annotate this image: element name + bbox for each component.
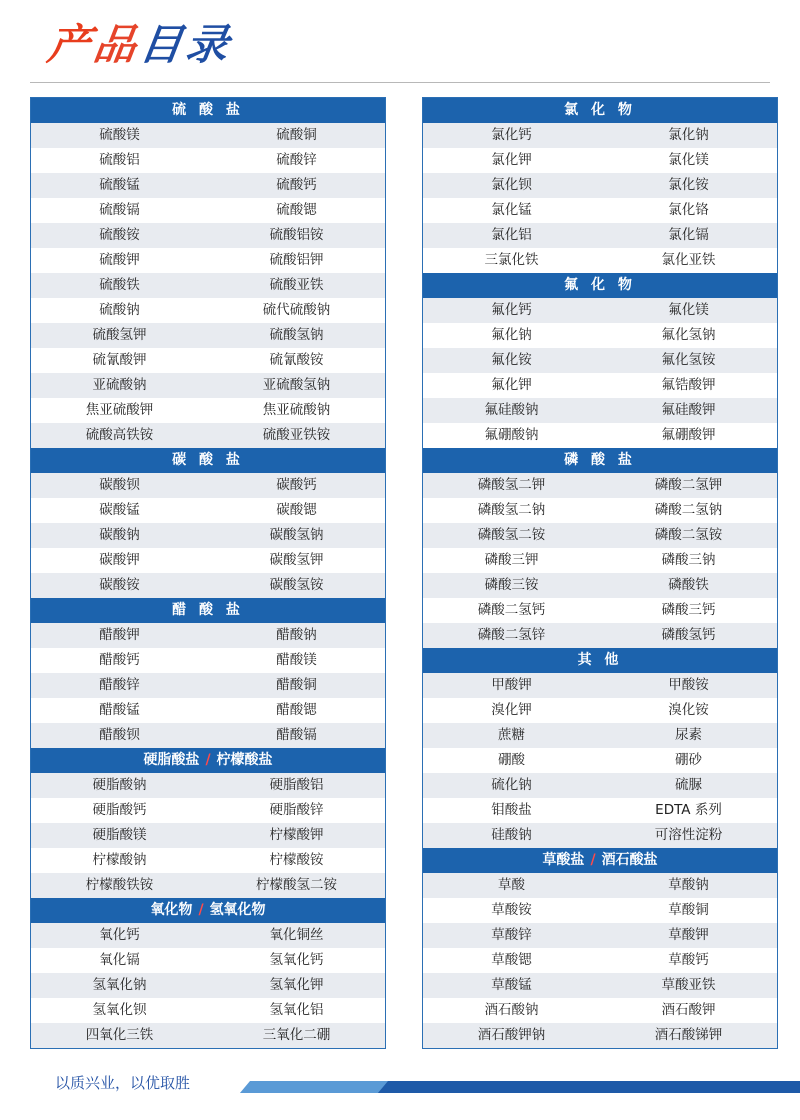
- product-row: [31, 248, 385, 273]
- product-row: [31, 173, 385, 198]
- product-name: 硫酸亚铁: [269, 277, 324, 293]
- product-name: 硬脂酸镁: [92, 827, 147, 843]
- product-row: [423, 298, 777, 323]
- section-rows: [423, 298, 777, 448]
- product-name: 亚硫酸氢钠: [262, 377, 331, 393]
- section-rows: [423, 873, 777, 1048]
- product-row: [31, 523, 385, 548]
- product-name: 氧化钙: [99, 927, 140, 943]
- section-header: [423, 648, 777, 673]
- product-row: [423, 198, 777, 223]
- product-name: 氧化镉: [99, 952, 140, 968]
- section-header: [31, 448, 385, 473]
- product-name: 醋酸钙: [99, 652, 140, 668]
- product-name: 醋酸锌: [99, 677, 140, 693]
- product-name: 硫脲: [675, 777, 702, 793]
- product-name: 草酸钠: [668, 877, 709, 893]
- product-name: 硫酸钾: [99, 252, 140, 268]
- product-row: [423, 148, 777, 173]
- product-row: [31, 573, 385, 598]
- product-name: 磷酸铁: [668, 577, 709, 593]
- section-title: 氟 化 物: [564, 277, 636, 293]
- product-name: EDTA 系列: [655, 802, 722, 818]
- product-row: [423, 798, 777, 823]
- product-name: 氧化铜丝: [269, 927, 324, 943]
- footer-slogan: 以质兴业，以优取胜: [55, 1074, 191, 1092]
- product-name: 氯化镉: [668, 227, 709, 243]
- product-name: 硫酸锌: [276, 152, 317, 168]
- product-name: 醋酸钾: [99, 627, 140, 643]
- product-row: [31, 948, 385, 973]
- section-header: [31, 748, 385, 773]
- product-name: 氯化铝: [491, 227, 532, 243]
- product-name: 醋酸钡: [99, 727, 140, 743]
- product-name: 醋酸钠: [276, 627, 317, 643]
- product-row: [31, 798, 385, 823]
- product-name: 氯化亚铁: [661, 252, 716, 268]
- product-name: 氟化钾: [491, 377, 532, 393]
- product-row: [31, 698, 385, 723]
- product-name: 氟硼酸钠: [484, 427, 539, 443]
- product-name: 氟硅酸钾: [661, 402, 716, 418]
- product-row: [31, 473, 385, 498]
- product-name: 氟锆酸钾: [661, 377, 716, 393]
- left-catalog-column: [30, 97, 386, 1049]
- section-title: 氯 化 物: [564, 102, 636, 118]
- product-name: 醋酸镉: [276, 727, 317, 743]
- product-name: 氯化锰: [491, 202, 532, 218]
- product-name: 氯化镁: [668, 152, 709, 168]
- product-name: 草酸亚铁: [661, 977, 716, 993]
- product-name: 硬脂酸铝: [269, 777, 324, 793]
- product-name: 硫酸氢钠: [269, 327, 324, 343]
- product-name: 硅酸钠: [491, 827, 532, 843]
- product-row: [31, 1023, 385, 1048]
- title-char: 产: [44, 20, 98, 69]
- product-name: 碳酸氢钠: [269, 527, 324, 543]
- product-row: [31, 348, 385, 373]
- product-row: [423, 123, 777, 148]
- product-name: 氟化氢铵: [661, 352, 716, 368]
- product-row: [423, 623, 777, 648]
- product-name: 草酸铜: [668, 902, 709, 918]
- product-name: 碳酸锶: [276, 502, 317, 518]
- product-row: [31, 548, 385, 573]
- product-name: 氢氧化钾: [269, 977, 324, 993]
- product-name: 草酸锶: [491, 952, 532, 968]
- product-row: [423, 898, 777, 923]
- product-name: 硬脂酸锌: [269, 802, 324, 818]
- product-name: 醋酸镁: [276, 652, 317, 668]
- product-name: 硫酸镉: [99, 202, 140, 218]
- product-row: [423, 348, 777, 373]
- product-name: 甲酸铵: [668, 677, 709, 693]
- section-title: 其 他: [577, 652, 623, 668]
- section-header: [31, 598, 385, 623]
- product-row: [31, 923, 385, 948]
- product-name: 醋酸铜: [276, 677, 317, 693]
- product-name: 硫酸氢钾: [92, 327, 147, 343]
- product-name: 磷酸三铵: [484, 577, 539, 593]
- title-char: 录: [182, 20, 236, 69]
- product-name: 硫酸高铁铵: [85, 427, 154, 443]
- product-name: 磷酸氢二铵: [477, 527, 546, 543]
- product-name: 碳酸钾: [99, 552, 140, 568]
- product-name: 硫代硫酸钠: [262, 302, 331, 318]
- product-name: 氯化钡: [491, 177, 532, 193]
- section-header: [31, 98, 385, 123]
- product-name: 氟化钠: [491, 327, 532, 343]
- product-name: 尿素: [675, 727, 702, 743]
- product-name: 氢氧化钠: [92, 977, 147, 993]
- product-name: 硫酸亚铁铵: [262, 427, 331, 443]
- product-row: [423, 398, 777, 423]
- product-row: [423, 673, 777, 698]
- section-title-separator: /: [590, 852, 596, 868]
- product-name: 硫酸铝铵: [269, 227, 324, 243]
- product-row: [423, 498, 777, 523]
- product-name: 草酸锌: [491, 927, 532, 943]
- product-name: 三氯化铁: [484, 252, 539, 268]
- section-rows: [31, 923, 385, 1048]
- product-row: [31, 223, 385, 248]
- product-name: 氟硼酸钾: [661, 427, 716, 443]
- section-title: 磷 酸 盐: [564, 452, 636, 468]
- product-row: [31, 423, 385, 448]
- product-name: 氯化铬: [668, 202, 709, 218]
- product-name: 氯化钾: [491, 152, 532, 168]
- product-row: [31, 623, 385, 648]
- product-row: [423, 473, 777, 498]
- section-title: 氢氧化物: [209, 902, 266, 918]
- product-name: 碳酸钙: [276, 477, 317, 493]
- product-row: [423, 998, 777, 1023]
- product-row: [423, 173, 777, 198]
- product-name: 氟硅酸钠: [484, 402, 539, 418]
- product-name: 草酸钙: [668, 952, 709, 968]
- product-name: 氯化钙: [491, 127, 532, 143]
- product-name: 碳酸钠: [99, 527, 140, 543]
- product-row: [423, 373, 777, 398]
- section-rows: [31, 773, 385, 898]
- section-rows: [31, 123, 385, 448]
- product-name: 碳酸氢钾: [269, 552, 324, 568]
- product-name: 溴化钾: [491, 702, 532, 718]
- product-row: [423, 698, 777, 723]
- product-name: 可溶性淀粉: [654, 827, 723, 843]
- product-name: 氢氧化钡: [92, 1002, 147, 1018]
- product-name: 碳酸锰: [99, 502, 140, 518]
- section-title: 酒石酸盐: [601, 852, 658, 868]
- section-rows: [31, 473, 385, 598]
- product-name: 酒石酸钾: [661, 1002, 716, 1018]
- product-name: 硼酸: [498, 752, 525, 768]
- section-title: 氧化物: [150, 902, 193, 918]
- product-row: [423, 873, 777, 898]
- product-name: 磷酸氢钙: [661, 627, 716, 643]
- product-name: 钼酸盐: [491, 802, 532, 818]
- product-name: 氢氧化铝: [269, 1002, 324, 1018]
- product-name: 柠檬酸铁铵: [85, 877, 154, 893]
- section-title: 硬脂酸盐: [143, 752, 200, 768]
- product-row: [423, 973, 777, 998]
- product-row: [423, 1023, 777, 1048]
- product-row: [31, 848, 385, 873]
- product-row: [423, 423, 777, 448]
- section-title-separator: /: [205, 752, 211, 768]
- product-name: 草酸: [498, 877, 525, 893]
- section-title: 碳 酸 盐: [172, 452, 244, 468]
- product-name: 氯化铵: [668, 177, 709, 193]
- product-name: 硫酸铁: [99, 277, 140, 293]
- section-rows: [423, 473, 777, 648]
- section-rows: [423, 123, 777, 273]
- product-name: 硬脂酸钙: [92, 802, 147, 818]
- section-title: 硫 酸 盐: [172, 102, 244, 118]
- product-row: [31, 123, 385, 148]
- product-name: 硫酸钙: [276, 177, 317, 193]
- product-name: 硫酸铝: [99, 152, 140, 168]
- product-name: 磷酸氢二钠: [477, 502, 546, 518]
- product-name: 焦亚硫酸钠: [262, 402, 331, 418]
- product-name: 氟化镁: [668, 302, 709, 318]
- product-row: [31, 273, 385, 298]
- footer-stripe-dark: [378, 1081, 800, 1093]
- product-row: [423, 323, 777, 348]
- product-row: [423, 773, 777, 798]
- product-name: 碳酸钡: [99, 477, 140, 493]
- product-row: [423, 598, 777, 623]
- product-name: 硫酸铵: [99, 227, 140, 243]
- section-header: [423, 448, 777, 473]
- product-name: 硬脂酸钠: [92, 777, 147, 793]
- product-name: 氟化氢钠: [661, 327, 716, 343]
- product-name: 磷酸二氢铵: [654, 527, 723, 543]
- section-title-separator: /: [198, 902, 204, 918]
- product-row: [31, 823, 385, 848]
- product-name: 硫氰酸铵: [269, 352, 324, 368]
- product-name: 氟化铵: [491, 352, 532, 368]
- product-row: [31, 373, 385, 398]
- product-name: 硫酸钠: [99, 302, 140, 318]
- title-divider: [30, 82, 770, 83]
- product-name: 磷酸二氢钙: [477, 602, 546, 618]
- product-name: 硫酸锶: [276, 202, 317, 218]
- product-name: 柠檬酸钠: [92, 852, 147, 868]
- product-name: 硫氰酸钾: [92, 352, 147, 368]
- right-catalog-column: [422, 97, 778, 1049]
- product-row: [423, 573, 777, 598]
- product-name: 磷酸二氢锌: [477, 627, 546, 643]
- product-name: 焦亚硫酸钾: [85, 402, 154, 418]
- product-name: 硫酸镁: [99, 127, 140, 143]
- product-row: [31, 323, 385, 348]
- product-name: 酒石酸锑钾: [654, 1027, 723, 1043]
- product-row: [31, 498, 385, 523]
- product-name: 溴化铵: [668, 702, 709, 718]
- product-row: [31, 198, 385, 223]
- product-row: [423, 748, 777, 773]
- product-row: [31, 148, 385, 173]
- product-name: 碳酸铵: [99, 577, 140, 593]
- product-name: 甲酸钾: [491, 677, 532, 693]
- product-name: 亚硫酸钠: [92, 377, 147, 393]
- product-name: 磷酸二氢钠: [654, 502, 723, 518]
- product-row: [423, 523, 777, 548]
- product-name: 磷酸三钠: [661, 552, 716, 568]
- product-row: [423, 823, 777, 848]
- product-name: 硫酸铜: [276, 127, 317, 143]
- product-row: [423, 248, 777, 273]
- product-name: 硫化钠: [491, 777, 532, 793]
- section-title: 草酸盐: [542, 852, 585, 868]
- product-row: [31, 648, 385, 673]
- product-row: [423, 723, 777, 748]
- page-title: [44, 14, 236, 76]
- product-name: 三氧化二硼: [262, 1027, 331, 1043]
- product-name: 碳酸氢铵: [269, 577, 324, 593]
- section-title: 柠檬酸盐: [216, 752, 273, 768]
- section-header: [423, 273, 777, 298]
- product-row: [31, 973, 385, 998]
- section-header: [31, 898, 385, 923]
- product-row: [31, 673, 385, 698]
- product-row: [31, 998, 385, 1023]
- product-name: 硼砂: [675, 752, 702, 768]
- product-name: 四氧化三铁: [85, 1027, 154, 1043]
- product-name: 醋酸锶: [276, 702, 317, 718]
- product-name: 柠檬酸铵: [269, 852, 324, 868]
- product-row: [423, 548, 777, 573]
- product-name: 磷酸氢二钾: [477, 477, 546, 493]
- product-name: 柠檬酸氢二铵: [256, 877, 337, 893]
- product-row: [31, 723, 385, 748]
- title-char: 目: [136, 20, 190, 69]
- product-name: 氢氧化钙: [269, 952, 324, 968]
- product-row: [31, 873, 385, 898]
- product-row: [423, 223, 777, 248]
- product-name: 柠檬酸钾: [269, 827, 324, 843]
- product-name: 酒石酸钠: [484, 1002, 539, 1018]
- product-name: 蔗糖: [498, 727, 525, 743]
- section-rows: [31, 623, 385, 748]
- product-name: 草酸铵: [491, 902, 532, 918]
- product-name: 草酸锰: [491, 977, 532, 993]
- product-row: [31, 773, 385, 798]
- product-row: [423, 948, 777, 973]
- product-name: 硫酸铝钾: [269, 252, 324, 268]
- product-name: 磷酸二氢钾: [654, 477, 723, 493]
- product-name: 硫酸锰: [99, 177, 140, 193]
- product-name: 磷酸三钙: [661, 602, 716, 618]
- section-header: [423, 98, 777, 123]
- section-header: [423, 848, 777, 873]
- product-name: 氯化钠: [668, 127, 709, 143]
- product-name: 氟化钙: [491, 302, 532, 318]
- section-title: 醋 酸 盐: [172, 602, 244, 618]
- product-name: 磷酸三钾: [484, 552, 539, 568]
- product-name: 酒石酸钾钠: [477, 1027, 546, 1043]
- product-name: 醋酸锰: [99, 702, 140, 718]
- product-row: [423, 923, 777, 948]
- product-row: [31, 398, 385, 423]
- title-char: 品: [90, 20, 144, 69]
- product-name: 草酸钾: [668, 927, 709, 943]
- section-rows: [423, 673, 777, 848]
- product-row: [31, 298, 385, 323]
